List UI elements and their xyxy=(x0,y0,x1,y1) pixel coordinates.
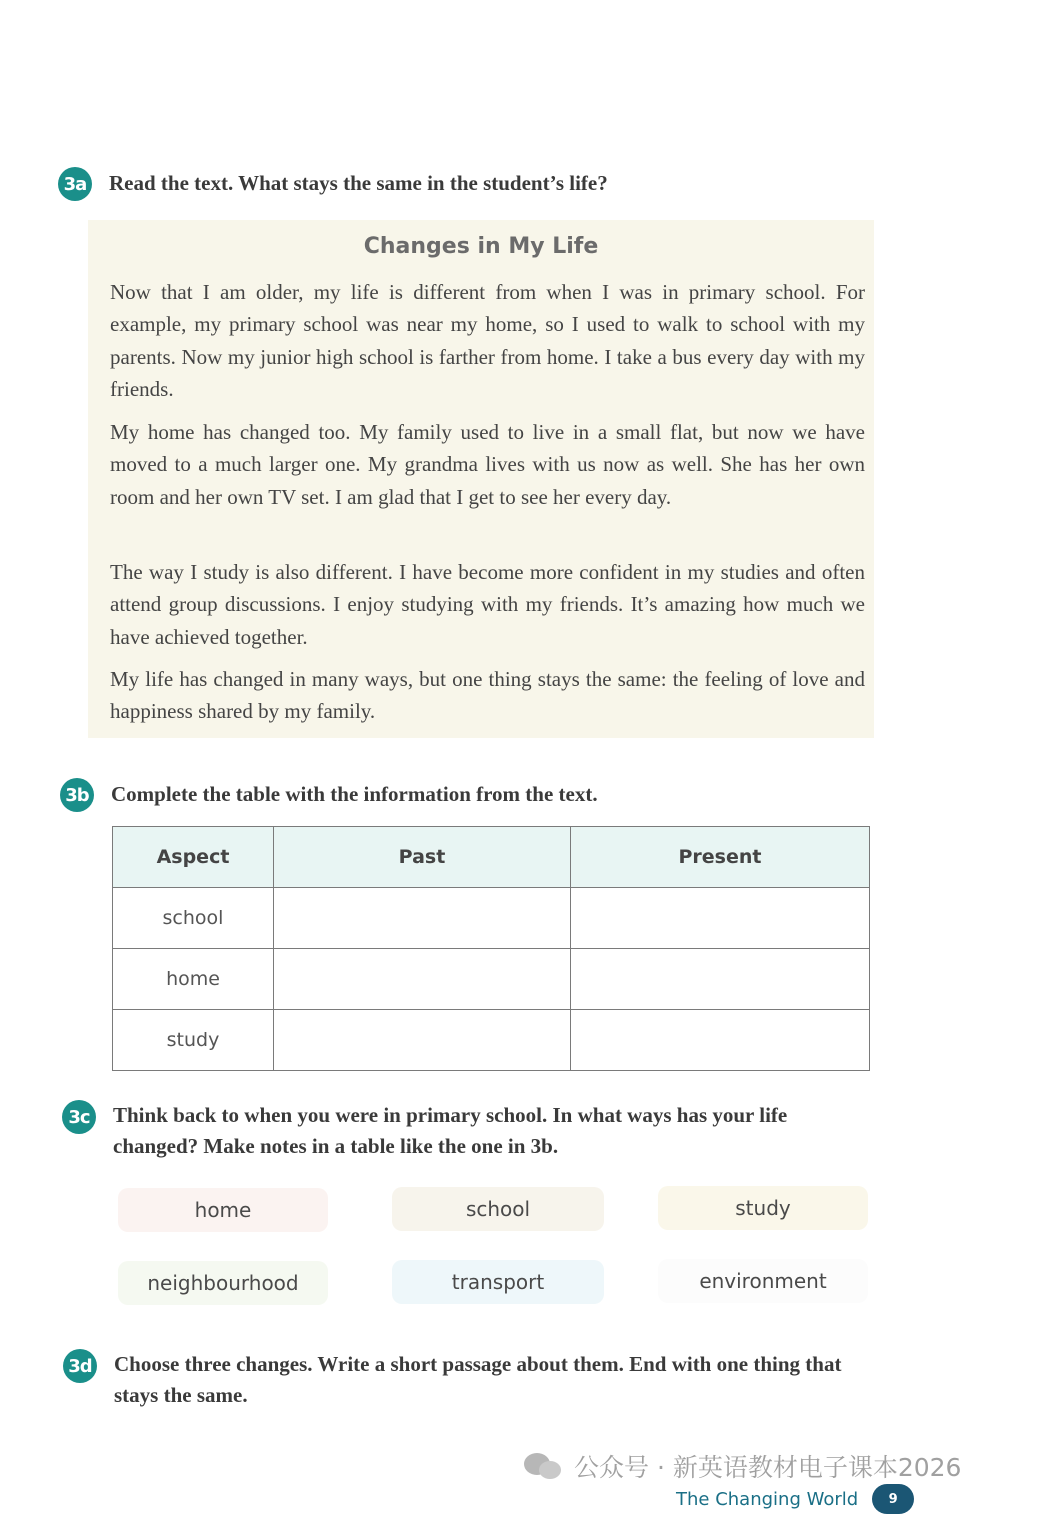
table-row xyxy=(113,949,870,1010)
reading-paragraph-3: The way I study is also different. I have become more confident in my studies and often attend group discussions. I enjoy studying with my friends. It’s amazing how much we have achieved together. xyxy=(110,560,865,649)
info-table xyxy=(112,826,870,1071)
reading-title: Changes in My Life xyxy=(363,234,599,259)
table-cell-past[interactable] xyxy=(274,888,571,949)
table-row xyxy=(113,888,870,949)
section-3a-instruction: Read the text. What stays the same in the student’s life? xyxy=(109,171,608,195)
table-row xyxy=(113,1010,870,1071)
table-cell-present[interactable] xyxy=(571,949,870,1010)
watermark-text: 公众号 · 新英语教材电子课本2026 xyxy=(574,1453,962,1482)
page-footer xyxy=(676,1484,914,1514)
reading-paragraph-2: My home has changed too. My family used to live in a small flat, but now we have moved to a much larger one. My grandma lives with us now as well. She has her own room and her own TV set. I am glad that I get to see her every day. xyxy=(110,420,865,509)
table-cell-present[interactable] xyxy=(571,1010,870,1071)
reading-paragraph-4: My life has changed in many ways, but one thing stays the same: the feeling of love and happiness shared by my family. xyxy=(110,667,865,724)
table-header-row xyxy=(113,827,870,888)
section-3a-badge: 3a xyxy=(58,167,92,201)
section-3c-badge: 3c xyxy=(62,1100,96,1134)
topic-chip-transport: transport xyxy=(392,1260,604,1304)
topic-chip-study: study xyxy=(658,1186,868,1230)
page-number: 9 xyxy=(872,1484,914,1514)
section-3c-instruction: Think back to when you were in primary school. In what ways has your life changed? Make notes in a table like the one in 3b. xyxy=(113,1103,788,1158)
section-3d-badge: 3d xyxy=(63,1349,97,1383)
topic-chip-environment: environment xyxy=(658,1259,868,1303)
table-header-present: Present xyxy=(571,827,870,888)
table-cell-past[interactable] xyxy=(274,949,571,1010)
table-cell-past[interactable] xyxy=(274,1010,571,1071)
section-3b-badge: 3b xyxy=(60,778,94,812)
unit-title: The Changing World xyxy=(676,1488,859,1510)
section-3d-instruction: Choose three changes. Write a short passage about them. End with one thing that stays the same. xyxy=(114,1352,842,1407)
table-cell-aspect: home xyxy=(113,949,274,1010)
table-cell-aspect: study xyxy=(113,1010,274,1071)
table-cell-aspect: school xyxy=(113,888,274,949)
reading-paragraph-1: Now that I am older, my life is different from when I was in primary school. For example, my primary school was near my home, so I used to walk to school with my parents. Now my junior high school is farther from home. I take a bus every day with my friends. xyxy=(110,280,865,401)
table-header-aspect: Aspect xyxy=(113,827,274,888)
reading-passage xyxy=(88,220,874,738)
table-header-past: Past xyxy=(274,827,571,888)
section-3b-instruction: Complete the table with the information from the text. xyxy=(111,782,598,806)
watermark xyxy=(524,1448,961,1484)
topic-chip-neighbourhood: neighbourhood xyxy=(118,1261,328,1305)
wechat-icon xyxy=(524,1451,564,1481)
table-cell-present[interactable] xyxy=(571,888,870,949)
topic-chip-school: school xyxy=(392,1187,604,1231)
topic-chip-home: home xyxy=(118,1188,328,1232)
